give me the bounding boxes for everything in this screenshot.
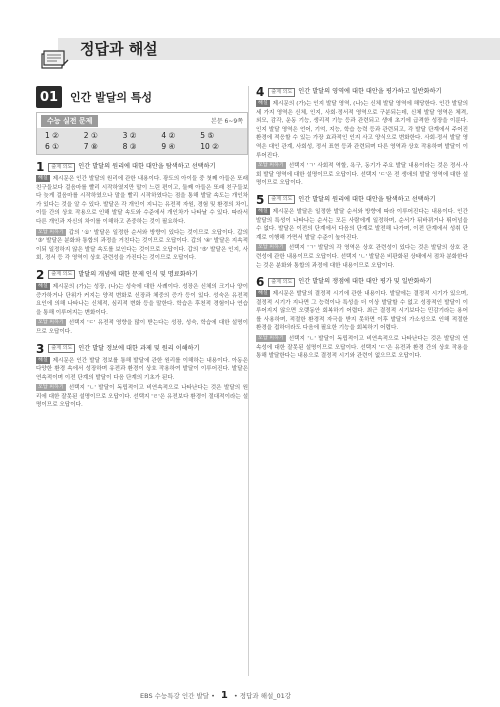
answer-box: [36, 112, 248, 155]
answer-grid: [37, 128, 247, 154]
wrong-answer-label: 오답 피하기: [258, 335, 284, 342]
question-6: [256, 276, 468, 361]
right-column: [256, 86, 468, 367]
wrong-answer-label: 오답 피하기: [38, 384, 64, 391]
explanation-label: 해설: [258, 207, 268, 214]
wrong-answer-text: 선택지 'ㄴ' 발달이 독립적이고 비연속적으로 나타난다는 것은 발달의 원리에 대한 잘못된 설명이므로 오답이다. 선택지 'ㄹ'은 유전보다 환경이 절대적이라는 설명이므로 오답이다.: [36, 385, 248, 409]
question-3: [36, 343, 248, 411]
wrong-answer-label: 오답 피하기: [38, 228, 64, 235]
question-number: 1: [36, 160, 45, 174]
wrong-answer-text: 선택지 'ㄱ' 발달의 각 영역은 상호 관련성이 있다는 것은 발달의 상호 관련성에 관한 내용이므로 오답이다. 선택지 'ㄴ' 발달은 비판화된 상태에서 점차 분화한다는 것은 분화와 통합의 과정에 대한 내용이므로 오답이다.: [256, 245, 468, 269]
book-icon: [40, 48, 70, 72]
question-number: 6: [256, 275, 265, 290]
explanation-text: 제시문의 (가)는 성장, (나)는 성숙에 대한 사례이다. 성장은 신체의 크기나 양이 증가하거나 단위가 커지는 양적 변화로 신장과 체중의 증가 등이 있다. 성숙은 유전적 요인에 의해 나타나는 신체적, 심리적 변화 등을 말한다. 학습은 후천적 경험이나 연습을 통해 이루어지는 변화이다.: [36, 283, 248, 316]
intent-badge: 출제 의도: [268, 88, 295, 97]
wrong-answer-label: 오답 피하기: [258, 162, 284, 169]
explanation-text: 제시문의 (가)는 인지 발달 영역, (나)는 신체 발달 영역에 해당한다. 인간 발달의 세 가지 영역은 신체, 인지, 사회·정서적 영역으로 구분되는데, 신체 발달 영역은 체격, 외모, 감각, 운동 기능, 생리적 기능 등과 관련되고 생애 초기에 급격한 성장을 이룬다. 인지 발달 영역은 언어, 기억, 지능, 학습 능력 등과 관련되고, 각 발달 단계에서 주어진 환경에 적응할 수 있는 가장 효과적인 인지 사고 양식으로 변화한다. 사회·정서 발달 영역은 대인 관계, 사회성, 정서 표현 등과 관련되며 다른 영역과 상호 작용하며 발달이 이루어진다.: [256, 101, 468, 159]
intent-badge: 출제 의도: [48, 344, 75, 353]
question-number: 3: [36, 341, 45, 356]
wrong-answer-text: 선택지 'ㄱ' 사회적 역할, 욕구, 동기가 주요 발달 내용이라는 것은 정서·사회 발달 영역에 대한 설명이므로 오답이다. 선택지 'ㄷ'은 전 생애의 발달 영역에 대한 설명이므로 오답이다.: [256, 163, 468, 187]
wrong-answer-text: 선택지 'ㄷ' 유전적 영향을 많이 받는다는 성장, 성숙, 학습에 대한 설명이므로 오답이다.: [36, 320, 248, 335]
answer-box-pages: 본문 6~9쪽: [211, 118, 243, 125]
explanation-label: 해설: [258, 100, 268, 106]
question-4: [256, 86, 468, 188]
wrong-answer-label: 오답 피하기: [258, 244, 284, 251]
question-title: 인간 발달의 영역에 대한 대안을 평가하고 일반화하기: [298, 88, 442, 95]
footer-section: • 정답과 해설_01강: [233, 692, 292, 700]
question-number: 5: [256, 192, 265, 207]
answer-item: 8 ③: [122, 142, 137, 151]
answer-item: 6 ①: [45, 142, 59, 151]
question-title: 인간 발달의 원리에 대한 대안을 탐색하고 선택하기: [78, 163, 216, 170]
column-divider: [248, 86, 249, 676]
question-title: 인간 발달의 쟁점에 대한 대안 평가 및 일반화하기: [298, 278, 432, 286]
question-title: 인간 발달 정보에 대한 과제 및 원리 이해하기: [78, 344, 200, 352]
answer-item: 9 ④: [161, 142, 176, 151]
intent-badge: 출제 의도: [268, 278, 295, 287]
explanation-text: 제시문은 발달의 결정적 시기에 관한 내용이다. 발달에는 결정적 시기가 있으며, 결정적 시기가 지나면 그 능력이나 특성을 더 이상 발달할 수 없고 성장적인 발달이 이루어지지 않으면 오랫동안 회복하기 어렵다. 최근 결정적 시기보다는 민감기라는 용어를 사용하며, 적절한 환경적 자극을 받지 못하면 이후 발달의 가소성으로 인해 적절한 환경을 접하더라도 다음에 필요한 기능을 회복하기 어렵다.: [256, 291, 468, 332]
wrong-answer-text: 선택지 'ㄴ' 발달이 독립적이고 비연속적으로 나타난다는 것은 발달의 연속성에 대한 잘못된 설명이므로 오답이다. 선택지 'ㄷ'은 유전과 환경 간의 상호 작용을 통해 발달한다는 내용으로 결정적 시기와 관련이 없으므로 오답이다.: [256, 336, 468, 360]
page-number: 1: [220, 690, 228, 701]
question-5: [256, 194, 468, 270]
explanation-label: 해설: [258, 290, 268, 297]
footer-book-title: EBS 수능특강 인간 발달 •: [140, 692, 215, 700]
question-2: [36, 269, 248, 337]
wrong-answer-text: 갑의 '①' 발달은 일정한 순서와 방향이 있다는 것이므로 오답이다. 갑의 '③' 발달은 분화와 통합의 과정을 거친다는 것이므로 오답이다. 갑의 '④' 발달은 지속적이되 일정하지 않은 발달 속도를 보인다는 것이므로 오답이다. 갑의 '⑤' 발달은 인지, 사회, 정서 등 각 영역이 상호 관련성을 가진다는 것이므로 오답이다.: [36, 229, 248, 262]
question-number: 4: [256, 85, 265, 99]
question-title: 인간 발달의 원리에 대한 대안을 탐색하고 선택하기: [298, 195, 436, 203]
intent-badge: 출제 의도: [268, 195, 295, 204]
answer-item: 1 ②: [45, 131, 59, 140]
explanation-label: 해설: [38, 356, 48, 363]
section-header: [36, 86, 248, 108]
explanation-text: 제시문은 인간 발달의 원리에 관한 내용이다. 광도의 아이들 중 첫째 아들은 또래 친구들보다 걸음마를 빨리 시작하였지만 말이 느린 편이고, 둘째 아들은 또래 친구들보다 늦게 걸음마를 시작하였으나 말을 빨리 시작하였다는 점을 통해 발달 속도는 개인차가 있다는 것을 알 수 있다. 발달은 각 개인이 지니는 유전적 자원, 경험 및 환경의 차이, 이들 간의 상호 작용으로 인해 발달 속도와 수준에서 개인차가 나타날 수 있다. 따라서 다른 개인과 자신의 차이를 이해하고 존중하는 것이 필요하다.: [36, 176, 248, 225]
section-number: 01: [36, 86, 62, 108]
page-title: 정답과 해설: [80, 40, 158, 58]
answer-item: 2 ①: [83, 131, 98, 140]
answer-item: 3 ②: [122, 131, 137, 140]
section-title: 인간 발달의 특성: [70, 91, 153, 104]
explanation-label: 해설: [38, 175, 48, 181]
answer-item: 10 ②: [200, 142, 219, 151]
left-column: [36, 86, 248, 416]
explanation-text: 제시문은 발달은 일정한 발달 순서와 방향에 따라 이루어진다는 내용이다. 인간 발달의 특성이 나타나는 순서는 모든 사람에게 일정하며, 순서가 뒤바뀌거나 뛰어넘을 수 없다. 발달은 이전의 단계에서 다음의 단계로 발전해 나가며, 이전 단계에서 성취 단계로 이행해 가면서 발달 수준이 높아진다.: [256, 208, 468, 241]
question-1: [36, 161, 248, 263]
intent-badge: 출제 의도: [48, 163, 75, 172]
answer-box-tag: 수능 실전 문제: [41, 115, 98, 127]
page-header: [0, 0, 500, 78]
answer-item: 7 ⑧: [83, 142, 98, 151]
intent-badge: 출제 의도: [48, 270, 75, 279]
wrong-answer-label: 오답 피하기: [38, 319, 64, 326]
question-number: 2: [36, 267, 45, 282]
page-footer: [140, 690, 291, 701]
question-title: 발달의 개념에 대한 문제 인식 및 명료화하기: [78, 270, 198, 278]
answer-item: 4 ②: [161, 131, 176, 140]
explanation-text: 제시문은 인간 발달 정보를 통해 발달에 관한 원리를 이해하는 내용이다. 아동은 다양한 환경 속에서 성장하며 유전과 환경이 상호 작용하여 발달이 이루어진다. 발달은 연속적이며 이전 단계의 발달이 다음 단계의 기초가 된다.: [36, 357, 248, 381]
answer-item: 5 ⑤: [200, 131, 215, 140]
explanation-label: 해설: [38, 282, 48, 289]
